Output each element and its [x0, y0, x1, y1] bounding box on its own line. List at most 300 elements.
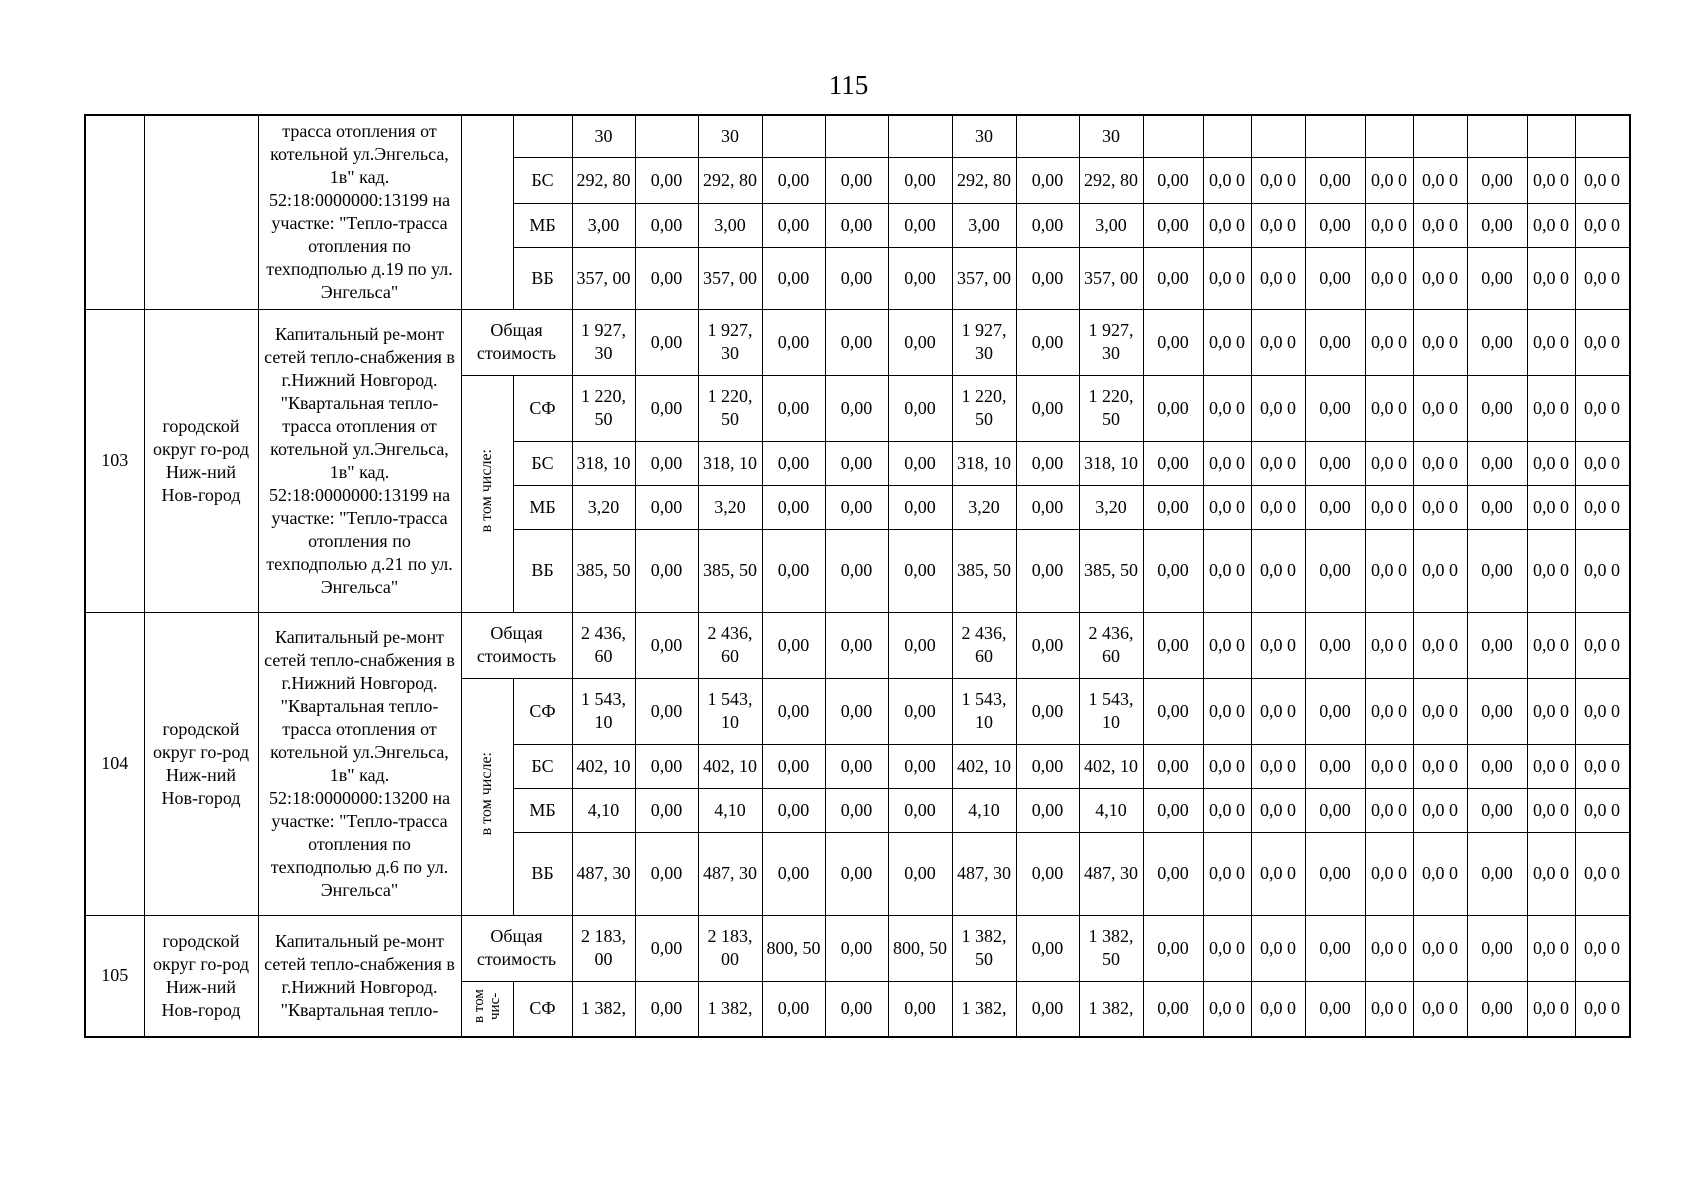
value-cell: 0,0 0: [1251, 441, 1305, 485]
value-cell: 0,00: [762, 157, 825, 203]
value-cell: 0,00: [1305, 247, 1365, 309]
value-cell: 0,00: [635, 744, 698, 788]
value-cell: 0,00: [1467, 247, 1527, 309]
page-number: 115: [828, 70, 869, 100]
value-cell: 0,0 0: [1203, 915, 1251, 981]
value-cell: 0,0 0: [1575, 485, 1629, 529]
value-cell: 402, 10: [698, 744, 762, 788]
value-cell: 487, 30: [572, 832, 635, 915]
value-cell: 1 382,: [698, 981, 762, 1037]
value-cell: 0,0 0: [1575, 612, 1629, 678]
value-cell: 0,00: [1143, 678, 1203, 744]
value-cell: 0,00: [888, 744, 952, 788]
value-cell: 0,00: [762, 788, 825, 832]
value-cell: 0,00: [825, 915, 888, 981]
value-cell: 0,00: [635, 441, 698, 485]
value-cell: 0,00: [762, 832, 825, 915]
value-cell: 0,0 0: [1575, 832, 1629, 915]
value-cell: 0,0 0: [1251, 157, 1305, 203]
value-cell: 2 436, 60: [952, 612, 1016, 678]
row-number-cell: [85, 115, 144, 309]
value-cell: 1 382,: [1079, 981, 1143, 1037]
value-cell: 0,0 0: [1575, 157, 1629, 203]
value-cell: 0,0 0: [1527, 788, 1575, 832]
value-cell: 0,00: [1467, 915, 1527, 981]
value-cell: [1251, 115, 1305, 157]
funding-source-cell: ВБ: [513, 247, 572, 309]
value-cell: 0,00: [1467, 529, 1527, 612]
value-cell: 0,00: [1305, 832, 1365, 915]
value-cell: 0,0 0: [1575, 744, 1629, 788]
value-cell: 0,00: [1143, 788, 1203, 832]
value-cell: 0,00: [1016, 485, 1079, 529]
value-cell: 0,0 0: [1527, 485, 1575, 529]
value-cell: 0,00: [1016, 529, 1079, 612]
value-cell: 0,00: [1305, 529, 1365, 612]
value-cell: 0,00: [825, 375, 888, 441]
value-cell: 292, 80: [1079, 157, 1143, 203]
value-cell: 0,0 0: [1365, 981, 1413, 1037]
value-cell: 0,0 0: [1251, 612, 1305, 678]
value-cell: 1 382,: [952, 981, 1016, 1037]
value-cell: 0,00: [1143, 485, 1203, 529]
value-cell: 0,00: [635, 788, 698, 832]
value-cell: 0,00: [635, 375, 698, 441]
value-cell: 0,00: [635, 612, 698, 678]
value-cell: 0,00: [1467, 309, 1527, 375]
value-cell: 0,0 0: [1413, 981, 1467, 1037]
value-cell: 0,00: [1467, 678, 1527, 744]
value-cell: 1 927, 30: [572, 309, 635, 375]
value-cell: 0,00: [1305, 309, 1365, 375]
value-cell: 385, 50: [1079, 529, 1143, 612]
total-cost-label: Общая стоимость: [461, 915, 572, 981]
value-cell: 0,0 0: [1413, 832, 1467, 915]
value-cell: 0,00: [1016, 981, 1079, 1037]
value-cell: 0,00: [1305, 375, 1365, 441]
value-cell: 0,00: [1016, 247, 1079, 309]
value-cell: 1 543, 10: [698, 678, 762, 744]
value-cell: 1 382,: [572, 981, 635, 1037]
value-cell: 0,00: [1305, 744, 1365, 788]
value-cell: 0,00: [1143, 832, 1203, 915]
funding-source-cell: МБ: [513, 485, 572, 529]
value-cell: 0,0 0: [1365, 788, 1413, 832]
value-cell: 30: [952, 115, 1016, 157]
value-cell: 0,00: [1016, 309, 1079, 375]
table-row: [85, 612, 1630, 678]
value-cell: 0,00: [888, 375, 952, 441]
area-cell: городской округ го-род Ниж-ний Нов-город: [144, 915, 258, 1037]
area-cell: городской округ го-род Ниж-ний Нов-город: [144, 612, 258, 915]
including-label-cell: [461, 981, 513, 1037]
value-cell: 0,0 0: [1251, 485, 1305, 529]
value-cell: 1 382, 50: [1079, 915, 1143, 981]
value-cell: 0,0 0: [1203, 678, 1251, 744]
value-cell: 0,00: [825, 247, 888, 309]
funding-source-cell: СФ: [513, 375, 572, 441]
value-cell: 0,00: [888, 157, 952, 203]
value-cell: 1 382, 50: [952, 915, 1016, 981]
value-cell: 0,00: [825, 744, 888, 788]
total-cost-label: Общая стоимость: [461, 309, 572, 375]
value-cell: 0,0 0: [1413, 441, 1467, 485]
value-cell: 0,0 0: [1203, 832, 1251, 915]
value-cell: 0,0 0: [1251, 203, 1305, 247]
value-cell: 0,00: [762, 203, 825, 247]
value-cell: 0,0 0: [1413, 915, 1467, 981]
including-label-cell: [461, 375, 513, 612]
value-cell: 0,00: [825, 309, 888, 375]
description-cell: трасса отопления от котельной ул.Энгельса, 1в" кад. 52:18:0000000:13199 на участке: "Тепло-трасса отопления по техподполью д.19 по ул. Энгельса": [258, 115, 461, 309]
value-cell: 0,00: [1016, 612, 1079, 678]
value-cell: 0,0 0: [1413, 309, 1467, 375]
value-cell: 0,00: [635, 485, 698, 529]
value-cell: 0,0 0: [1365, 157, 1413, 203]
value-cell: 0,00: [1016, 441, 1079, 485]
value-cell: [1413, 115, 1467, 157]
value-cell: 0,0 0: [1203, 247, 1251, 309]
value-cell: 318, 10: [698, 441, 762, 485]
value-cell: 0,0 0: [1203, 529, 1251, 612]
value-cell: 0,0 0: [1203, 744, 1251, 788]
value-cell: 0,00: [1305, 203, 1365, 247]
value-cell: 357, 00: [1079, 247, 1143, 309]
value-cell: 0,00: [635, 157, 698, 203]
value-cell: 0,00: [1467, 485, 1527, 529]
value-cell: 3,20: [952, 485, 1016, 529]
value-cell: 2 183, 00: [698, 915, 762, 981]
value-cell: 0,0 0: [1575, 915, 1629, 981]
value-cell: 0,0 0: [1365, 441, 1413, 485]
value-cell: 0,0 0: [1413, 678, 1467, 744]
value-cell: 487, 30: [698, 832, 762, 915]
value-cell: 0,00: [635, 309, 698, 375]
funding-source-cell: ВБ: [513, 832, 572, 915]
value-cell: 800, 50: [762, 915, 825, 981]
value-cell: 3,20: [572, 485, 635, 529]
value-cell: 2 183, 00: [572, 915, 635, 981]
table-row: [85, 309, 1630, 375]
funding-source-cell: [513, 115, 572, 157]
value-cell: 0,0 0: [1365, 375, 1413, 441]
value-cell: 0,00: [1143, 309, 1203, 375]
value-cell: 0,0 0: [1527, 744, 1575, 788]
value-cell: 2 436, 60: [698, 612, 762, 678]
table-body: [85, 115, 1630, 1037]
value-cell: 292, 80: [952, 157, 1016, 203]
value-cell: 3,00: [572, 203, 635, 247]
value-cell: [1527, 115, 1575, 157]
value-cell: 0,0 0: [1527, 247, 1575, 309]
value-cell: 0,0 0: [1413, 788, 1467, 832]
value-cell: 1 543, 10: [572, 678, 635, 744]
value-cell: 0,00: [635, 203, 698, 247]
value-cell: 0,00: [1016, 678, 1079, 744]
value-cell: 0,00: [888, 485, 952, 529]
value-cell: [825, 115, 888, 157]
including-label-cell: [461, 678, 513, 915]
row-number-cell: 105: [85, 915, 144, 1037]
value-cell: 0,0 0: [1251, 309, 1305, 375]
value-cell: [1016, 115, 1079, 157]
value-cell: 0,00: [762, 529, 825, 612]
value-cell: 0,0 0: [1365, 247, 1413, 309]
value-cell: 0,00: [1016, 203, 1079, 247]
value-cell: 0,0 0: [1203, 788, 1251, 832]
value-cell: 318, 10: [952, 441, 1016, 485]
value-cell: 0,00: [1143, 744, 1203, 788]
value-cell: 0,0 0: [1575, 981, 1629, 1037]
value-cell: 292, 80: [698, 157, 762, 203]
description-cell: Капитальный ре-монт сетей тепло-снабжения в г.Нижний Новгород. "Квартальная тепло-трасса отопления от котельной ул.Энгельса, 1в" кад. 52:18:0000000:13200 на участке: "Тепло-трасса отопления по техподполью д.6 по ул. Энгельса": [258, 612, 461, 915]
value-cell: 0,00: [1016, 744, 1079, 788]
value-cell: 0,0 0: [1365, 529, 1413, 612]
value-cell: 0,00: [762, 981, 825, 1037]
value-cell: 0,00: [888, 678, 952, 744]
funding-source-cell: СФ: [513, 981, 572, 1037]
value-cell: 0,00: [1016, 788, 1079, 832]
value-cell: 357, 00: [572, 247, 635, 309]
value-cell: 0,00: [1467, 203, 1527, 247]
funding-source-cell: БС: [513, 441, 572, 485]
value-cell: 0,00: [825, 485, 888, 529]
value-cell: 0,0 0: [1203, 203, 1251, 247]
description-cell: Капитальный ре-монт сетей тепло-снабжения в г.Нижний Новгород. "Квартальная тепло-: [258, 915, 461, 1037]
value-cell: 0,0 0: [1575, 441, 1629, 485]
value-cell: 0,00: [1305, 915, 1365, 981]
value-cell: 30: [698, 115, 762, 157]
value-cell: 0,0 0: [1365, 744, 1413, 788]
value-cell: 0,00: [1016, 832, 1079, 915]
value-cell: 0,0 0: [1203, 375, 1251, 441]
value-cell: 0,0 0: [1251, 832, 1305, 915]
value-cell: 402, 10: [952, 744, 1016, 788]
value-cell: 0,0 0: [1527, 915, 1575, 981]
value-cell: 0,0 0: [1527, 157, 1575, 203]
total-cost-label: Общая стоимость: [461, 612, 572, 678]
value-cell: 0,00: [762, 441, 825, 485]
value-cell: 1 543, 10: [1079, 678, 1143, 744]
value-cell: 0,00: [635, 529, 698, 612]
value-cell: 0,0 0: [1365, 915, 1413, 981]
value-cell: 0,00: [1016, 375, 1079, 441]
value-cell: 1 220, 50: [698, 375, 762, 441]
value-cell: 0,0 0: [1365, 203, 1413, 247]
value-cell: 0,00: [762, 309, 825, 375]
value-cell: 402, 10: [572, 744, 635, 788]
value-cell: 487, 30: [1079, 832, 1143, 915]
value-cell: 3,00: [952, 203, 1016, 247]
value-cell: 0,0 0: [1575, 375, 1629, 441]
value-cell: 0,00: [888, 529, 952, 612]
value-cell: 0,00: [888, 441, 952, 485]
value-cell: 0,0 0: [1251, 915, 1305, 981]
value-cell: 1 927, 30: [1079, 309, 1143, 375]
value-cell: 0,00: [762, 678, 825, 744]
value-cell: 0,0 0: [1365, 612, 1413, 678]
value-cell: 0,0 0: [1413, 375, 1467, 441]
value-cell: 385, 50: [698, 529, 762, 612]
including-label: в том чис-: [471, 988, 503, 1023]
area-cell: [144, 115, 258, 309]
value-cell: 3,20: [698, 485, 762, 529]
value-cell: 357, 00: [952, 247, 1016, 309]
value-cell: 0,0 0: [1527, 612, 1575, 678]
value-cell: 0,0 0: [1203, 981, 1251, 1037]
value-cell: 0,0 0: [1203, 441, 1251, 485]
value-cell: 0,0 0: [1575, 678, 1629, 744]
value-cell: 0,0 0: [1365, 309, 1413, 375]
value-cell: 0,00: [1016, 157, 1079, 203]
value-cell: 0,00: [888, 788, 952, 832]
value-cell: 0,00: [888, 612, 952, 678]
value-cell: 0,00: [825, 788, 888, 832]
value-cell: 0,00: [825, 441, 888, 485]
value-cell: 30: [1079, 115, 1143, 157]
row-number-cell: 103: [85, 309, 144, 612]
table-row: [85, 915, 1630, 981]
funding-source-cell: СФ: [513, 678, 572, 744]
value-cell: [1575, 115, 1629, 157]
value-cell: 0,00: [635, 832, 698, 915]
value-cell: 0,00: [825, 203, 888, 247]
value-cell: 30: [572, 115, 635, 157]
value-cell: 0,0 0: [1365, 678, 1413, 744]
area-cell: городской округ го-род Ниж-ний Нов-город: [144, 309, 258, 612]
value-cell: 0,00: [1143, 529, 1203, 612]
value-cell: 0,00: [762, 612, 825, 678]
value-cell: 0,00: [1305, 485, 1365, 529]
value-cell: 0,00: [825, 157, 888, 203]
value-cell: [1305, 115, 1365, 157]
value-cell: [1467, 115, 1527, 157]
value-cell: 0,00: [1305, 441, 1365, 485]
value-cell: 0,00: [1467, 612, 1527, 678]
value-cell: 0,0 0: [1251, 788, 1305, 832]
row-number-cell: 104: [85, 612, 144, 915]
value-cell: 0,0 0: [1527, 529, 1575, 612]
value-cell: 0,00: [635, 247, 698, 309]
value-cell: 4,10: [572, 788, 635, 832]
value-cell: 1 220, 50: [952, 375, 1016, 441]
value-cell: 385, 50: [572, 529, 635, 612]
value-cell: 0,0 0: [1575, 203, 1629, 247]
value-cell: 0,00: [635, 678, 698, 744]
subtotal-group-cell: [461, 115, 513, 309]
value-cell: 0,0 0: [1527, 375, 1575, 441]
value-cell: 318, 10: [1079, 441, 1143, 485]
value-cell: 0,0 0: [1413, 157, 1467, 203]
value-cell: 1 543, 10: [952, 678, 1016, 744]
value-cell: 0,00: [1016, 915, 1079, 981]
value-cell: 0,0 0: [1365, 485, 1413, 529]
value-cell: 0,00: [825, 529, 888, 612]
value-cell: 0,0 0: [1251, 981, 1305, 1037]
value-cell: 0,0 0: [1413, 485, 1467, 529]
value-cell: 0,0 0: [1251, 247, 1305, 309]
table-row: [85, 115, 1630, 157]
value-cell: [762, 115, 825, 157]
value-cell: 3,00: [698, 203, 762, 247]
funding-source-cell: БС: [513, 157, 572, 203]
value-cell: 0,0 0: [1251, 678, 1305, 744]
value-cell: 0,0 0: [1413, 744, 1467, 788]
value-cell: 0,0 0: [1413, 612, 1467, 678]
value-cell: 0,00: [1143, 612, 1203, 678]
value-cell: 0,00: [762, 485, 825, 529]
value-cell: 0,00: [888, 203, 952, 247]
value-cell: 0,00: [1143, 441, 1203, 485]
value-cell: 0,00: [825, 678, 888, 744]
value-cell: 0,00: [762, 375, 825, 441]
value-cell: 0,00: [1305, 678, 1365, 744]
value-cell: 0,00: [1467, 981, 1527, 1037]
value-cell: 800, 50: [888, 915, 952, 981]
value-cell: 0,00: [1467, 832, 1527, 915]
value-cell: [1629, 115, 1630, 157]
value-cell: 0,0 0: [1203, 157, 1251, 203]
value-cell: 0,00: [762, 744, 825, 788]
value-cell: 487, 30: [952, 832, 1016, 915]
value-cell: 0,00: [1305, 981, 1365, 1037]
value-cell: 0,0 0: [1575, 529, 1629, 612]
value-cell: 0,00: [1305, 157, 1365, 203]
value-cell: 0,0 0: [1527, 441, 1575, 485]
value-cell: 0,00: [635, 981, 698, 1037]
value-cell: 0,00: [635, 915, 698, 981]
value-cell: 0,00: [1143, 981, 1203, 1037]
value-cell: 2 436, 60: [572, 612, 635, 678]
value-cell: [635, 115, 698, 157]
value-cell: 0,0 0: [1527, 832, 1575, 915]
funding-table: [84, 114, 1631, 1038]
value-cell: 0,0 0: [1203, 485, 1251, 529]
value-cell: 0,00: [888, 309, 952, 375]
value-cell: 0,00: [1143, 203, 1203, 247]
funding-source-cell: ВБ: [513, 529, 572, 612]
value-cell: 318, 10: [572, 441, 635, 485]
value-cell: 0,0 0: [1413, 203, 1467, 247]
including-label: в том числе:: [478, 448, 495, 533]
value-cell: 0,00: [825, 832, 888, 915]
value-cell: 0,00: [1143, 247, 1203, 309]
value-cell: 0,00: [762, 247, 825, 309]
value-cell: [888, 115, 952, 157]
value-cell: 3,20: [1079, 485, 1143, 529]
value-cell: 0,00: [888, 247, 952, 309]
value-cell: 0,0 0: [1251, 375, 1305, 441]
value-cell: 0,00: [888, 832, 952, 915]
value-cell: 0,0 0: [1527, 981, 1575, 1037]
value-cell: 1 220, 50: [1079, 375, 1143, 441]
value-cell: 402, 10: [1079, 744, 1143, 788]
value-cell: 1 927, 30: [698, 309, 762, 375]
value-cell: 3,00: [1079, 203, 1143, 247]
value-cell: 0,00: [1467, 157, 1527, 203]
value-cell: 0,0 0: [1575, 788, 1629, 832]
value-cell: 1 927, 30: [952, 309, 1016, 375]
value-cell: 4,10: [1079, 788, 1143, 832]
value-cell: 0,00: [1143, 375, 1203, 441]
value-cell: 0,0 0: [1203, 612, 1251, 678]
including-label: в том числе:: [478, 751, 495, 836]
description-cell: Капитальный ре-монт сетей тепло-снабжения в г.Нижний Новгород. "Квартальная тепло-трасса отопления от котельной ул.Энгельса, 1в" кад. 52:18:0000000:13199 на участке: "Тепло-трасса отопления по техподполью д.21 по ул. Энгельса": [258, 309, 461, 612]
value-cell: 0,00: [888, 981, 952, 1037]
value-cell: 0,0 0: [1251, 744, 1305, 788]
value-cell: 1 220, 50: [572, 375, 635, 441]
funding-source-cell: БС: [513, 744, 572, 788]
